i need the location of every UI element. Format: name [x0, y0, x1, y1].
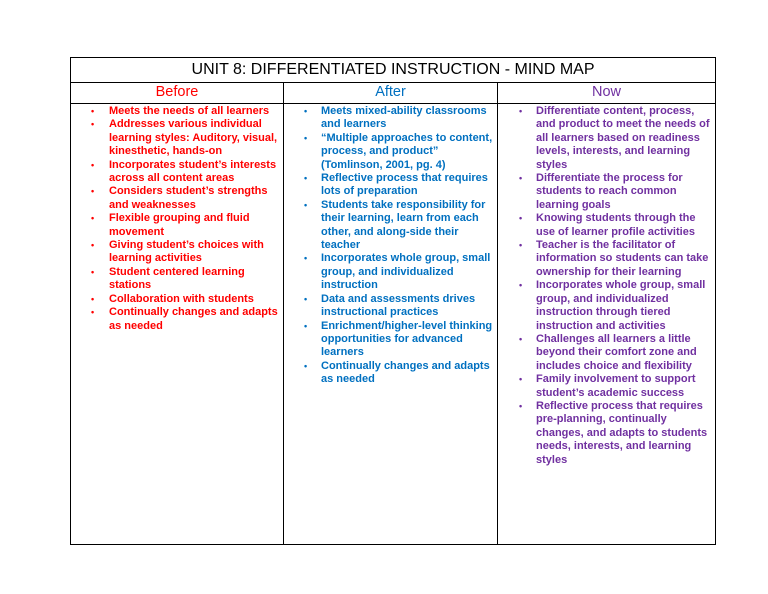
column-header-before: Before: [71, 83, 284, 103]
list-item: • Differentiate the process for students to reach common learning goals: [498, 172, 711, 212]
column-header-now: Now: [591, 84, 621, 100]
before-list: [71, 105, 279, 333]
table-title: UNIT 8: DIFFERENTIATED INSTRUCTION - MIND MAP: [71, 58, 715, 83]
list-item: • Incorporates whole group, small group, and individualized instruction: [284, 252, 493, 292]
list-item: • Teacher is the facilitator of information so students can take ownership for their learning: [498, 239, 711, 279]
list-item: • Addresses various individual learning styles: Auditory, visual, kinesthetic, hands-on: [71, 118, 279, 158]
list-item: • Data and assessments drives instructional practices: [284, 293, 493, 320]
list-item: • Giving student’s choices with learning activities: [71, 239, 279, 266]
list-item: • Enrichment/higher-level thinking opportunities for advanced learners: [284, 320, 493, 360]
column-body-row: [71, 104, 715, 545]
list-item: • Students take responsibility for their learning, learn from each other, and along-side their teacher: [284, 199, 493, 253]
mind-map-table: [70, 57, 716, 545]
list-item: • Incorporates whole group, small group, and individualized instruction through tiered instruction and activities: [498, 279, 711, 333]
list-item: • Meets the needs of all learners: [71, 105, 279, 118]
list-item: • Continually changes and adapts as needed: [284, 360, 493, 387]
column-header-after: After: [284, 83, 498, 103]
list-item: • Differentiate content, process, and product to meet the needs of all learners based on readiness levels, interests, and learning styles: [498, 105, 711, 172]
list-item: • Incorporates student’s interests across all content areas: [71, 159, 279, 186]
list-item: • Reflective process that requires pre-planning, continually changes, and adapts to students needs, interests, and learning styles: [498, 400, 711, 467]
list-item: • Continually changes and adapts as needed: [71, 306, 279, 333]
list-item: • Flexible grouping and fluid movement: [71, 212, 279, 239]
list-item: • Reflective process that requires lots of preparation: [284, 172, 493, 199]
list-item: • Meets mixed-ability classrooms and learners: [284, 105, 493, 132]
after-list: [284, 105, 493, 387]
now-column-cell: [498, 104, 715, 545]
now-list: [498, 105, 711, 467]
column-header-row: [71, 83, 715, 104]
before-column-cell: [71, 104, 284, 545]
after-column-cell: [284, 104, 498, 545]
list-item: • Knowing students through the use of learner profile activities: [498, 212, 711, 239]
list-item: • Considers student’s strengths and weaknesses: [71, 185, 279, 212]
list-item: • Family involvement to support student’s academic success: [498, 373, 711, 400]
list-item: • “Multiple approaches to content, process, and product” (Tomlinson, 2001, pg. 4): [284, 132, 493, 172]
list-item: • Challenges all learners a little beyond their comfort zone and includes choice and flexibility: [498, 333, 711, 373]
list-item: • Collaboration with students: [71, 293, 279, 306]
list-item: • Student centered learning stations: [71, 266, 279, 293]
